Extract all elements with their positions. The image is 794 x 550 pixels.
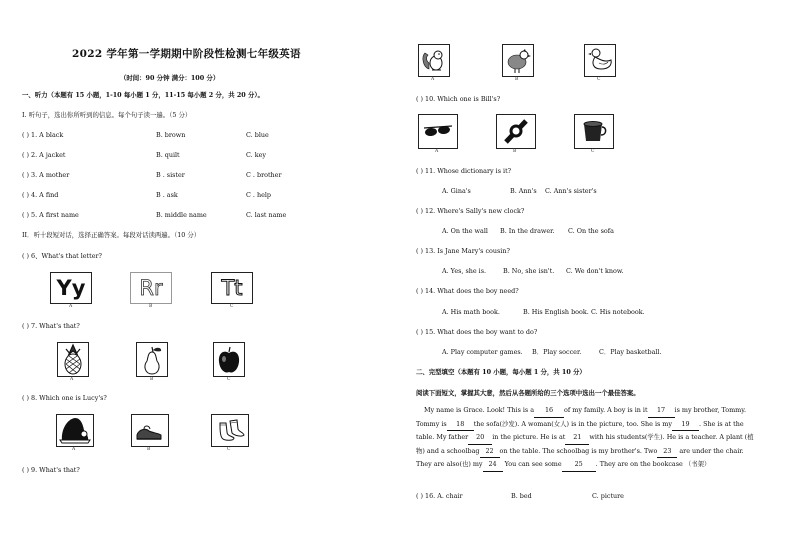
blank-16[interactable]: 16 [534,404,564,418]
pineapple-icon [58,343,88,376]
squirrel-picture[interactable] [418,44,450,77]
sunglasses-picture[interactable] [418,114,458,149]
passage-text: on the table. The schoolbag is my brother's. Two [499,446,658,455]
letter-card-b[interactable] [130,272,172,304]
option-c: C. On the sofa [568,227,614,235]
question-15[interactable]: ( ) 15. What does the boy want to do? [416,328,538,336]
option-label-a: A [435,149,439,154]
option-c: C. key [246,151,266,159]
hat-icon [57,415,93,446]
passage-text: She is at the table. My father [416,419,744,442]
letter-tt: Tt [221,276,243,300]
option-b: B . ask [156,191,178,199]
option-c: C. We don't know. [566,267,624,275]
letter-card-c[interactable] [211,272,253,304]
blank-22[interactable]: 22 [480,445,500,459]
option-a: A. Gina's [442,187,471,195]
option-label-b: B [513,149,517,154]
option-c: C. blue [246,131,269,139]
option-label-b: B [147,447,151,452]
blank-17[interactable]: 17 [648,404,675,418]
shoes-picture[interactable] [131,414,169,447]
option-b: B. His English book. [523,308,589,316]
duck-picture[interactable] [584,44,616,77]
cloze-passage [416,404,756,472]
passage-text: （书架） [684,460,711,469]
apple-picture[interactable] [213,342,245,377]
pineapple-picture[interactable] [57,342,89,377]
letter-rr: Rr [139,276,163,300]
question-9[interactable]: ( ) 9. What's that? [22,466,80,474]
question-2[interactable]: ( ) 2. A jacket [22,151,66,159]
option-b: B. No, she isn't. [503,267,555,275]
option-a: A. Yes, she is. [442,267,487,275]
page-title: 2022 学年第一学期期中阶段性检测七年级英语 [72,48,301,60]
option-b: B．Play soccer. [532,348,582,356]
option-c: C．Play basketball. [599,348,662,356]
blank-20[interactable]: 20 [468,431,492,445]
option-c: C . help [246,191,272,199]
watch-picture[interactable] [496,114,536,149]
socks-picture[interactable] [211,414,249,447]
question-4[interactable]: ( ) 4. A find [22,191,59,199]
option-a: A. Play computer games. [442,348,523,356]
option-b: B. Ann's [510,187,537,195]
passage-text: of my family. A boy is in it [564,406,648,414]
passage-text: My name is Grace. Look! This is a [424,406,535,414]
passage-text: the sofa(沙发). A woman(女人) is in the picture, too. She is my [473,419,672,428]
question-5[interactable]: ( ) 5. A first name [22,211,79,219]
option-b: B . sister [156,171,185,179]
option-c: C. Ann's sister's [545,187,597,195]
apple-icon [214,343,244,376]
option-c: C. His notebook. [591,308,645,316]
section-heading-sentences: I. 听句子，选出你所听到的信息。每个句子读一遍。（5 分） [22,111,192,119]
question-8[interactable]: ( ) 8. Which one is Lucy's? [22,394,107,402]
question-12[interactable]: ( ) 12. Where's Sally's new clock? [416,207,525,215]
blank-18[interactable]: 18 [447,418,474,432]
blank-21[interactable]: 21 [565,431,589,445]
option-label-c: C [591,149,595,154]
duck-icon [585,45,615,76]
option-label-a: A [72,447,76,452]
letter-card-a[interactable] [50,272,92,304]
cup-picture[interactable] [574,114,614,149]
passage-text: with his students(学生). He is a [589,433,690,442]
watch-icon [497,115,535,148]
passage-text: are under the chair. They are also(也) my [416,446,744,469]
option-c: C . brother [246,171,282,179]
option-label-a: A [431,77,435,82]
question-16[interactable]: ( ) 16. A. chair [416,492,463,500]
option-b: B. brown [156,131,186,139]
question-1[interactable]: ( ) 1. A black [22,131,64,139]
option-b: B. quilt [156,151,180,159]
passage-text: is my brother, [674,406,720,414]
option-label-c: C [227,447,231,452]
blank-25[interactable]: 25 [562,458,596,472]
squirrel-icon [419,45,449,76]
sock-icon [212,415,248,446]
option-c: C. last name [246,211,287,219]
chicken-icon [503,45,533,76]
passage-text: in the picture. He is at [492,433,566,442]
option-label-b: B [150,377,154,382]
letter-yy: Yy [56,276,86,300]
chicken-picture[interactable] [502,44,534,77]
blank-19[interactable]: 19 [672,418,699,432]
question-7[interactable]: ( ) 7. What's that? [22,322,80,330]
passage-text: . [698,419,702,428]
passage-text: You can see some [504,460,562,469]
pear-icon [137,343,167,376]
option-label-a: A [70,377,74,382]
pear-picture[interactable] [136,342,168,377]
passage-text: teacher. A plant (植物) and a schoolbag [416,433,754,455]
question-13[interactable]: ( ) 13. Is Jane Mary's cousin? [416,247,510,255]
blank-24[interactable]: 24 [483,458,503,472]
option-b: B. bed [511,492,532,500]
cloze-instruction: 阅读下面短文，掌握其大意，然后从各题所给的三个选项中选出一个最佳答案。 [416,389,640,397]
hat-picture[interactable] [56,414,94,447]
section-heading-cloze: 二、完型填空（本题有 10 小题，每小题 1 分，共 10 分） [416,368,586,376]
section-heading-listening: 一、听力（本题有 15 小题，1-10 每小题 1 分，11-15 每小题 2 分，共 20 分）。 [22,91,264,99]
question-11[interactable]: ( ) 11. Whose dictionary is it? [416,167,512,175]
option-label-c: C [597,77,601,82]
option-label-b: B [515,77,519,82]
option-label-a: A [69,304,73,309]
option-label-b: B [149,304,153,309]
option-c: C. picture [592,492,624,500]
question-10[interactable]: ( ) 10. Which one is Bill's? [416,95,501,103]
section-heading-dialogues: II．听十段短对话，选择正确答案。每段对话读两遍。（10 分） [22,231,201,239]
passage-text: . They are on the bookcase [595,460,683,469]
option-label-c: C [230,304,234,309]
shoe-icon [132,415,168,446]
option-label-c: C [227,377,231,382]
option-b: B. middle name [156,211,207,219]
sunglasses-icon [419,115,457,148]
exam-info: （时间：90 分钟 满分：100 分） [120,74,220,82]
blank-23[interactable]: 23 [657,445,677,459]
option-a: A. His math book. [442,308,500,316]
option-b: B. In the drawer. [500,227,555,235]
question-3[interactable]: ( ) 3. A mother [22,171,70,179]
passage-text: Tommy. Tommy is [416,406,747,428]
option-a: A. On the wall [442,227,488,235]
question-6[interactable]: ( ) 6、What's that letter? [22,252,102,260]
cup-icon [575,115,613,148]
question-14[interactable]: ( ) 14. What does the boy need? [416,287,519,295]
